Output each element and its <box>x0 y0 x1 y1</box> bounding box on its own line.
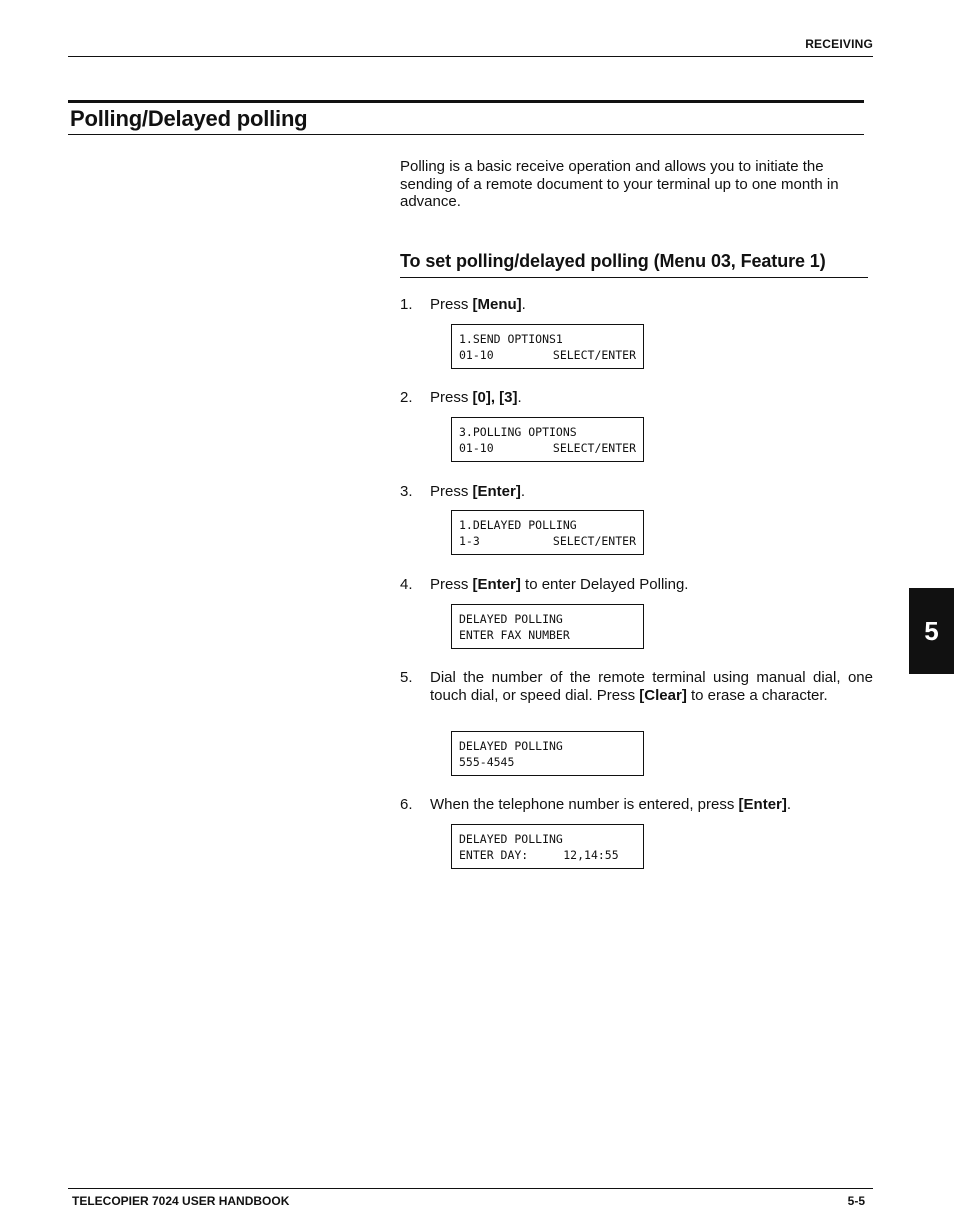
chapter-tab: 5 <box>909 588 954 674</box>
step-text-pre: Press <box>430 576 473 593</box>
lcd-display <box>451 417 644 462</box>
step-text-pre: Dial the number of the remote terminal using manual dial, one touch dial, or speed dial. Press <box>430 669 873 704</box>
step-number: 1. <box>400 296 413 313</box>
title-top-rule <box>68 100 864 103</box>
lcd-line-1: 1.SEND OPTIONS1 <box>459 332 563 346</box>
lcd-line-2-left: 1-3 <box>459 534 480 548</box>
lcd-display <box>451 824 644 869</box>
step-key: [Clear] <box>639 686 687 704</box>
step-key: [0], [3] <box>472 389 518 406</box>
step-key: [Enter] <box>738 796 787 813</box>
title-bottom-rule <box>68 134 864 135</box>
header-rule <box>68 56 873 57</box>
step-text-post: . <box>517 389 522 406</box>
step-text-pre: Press <box>430 389 473 406</box>
lcd-line-2-left: ENTER FAX NUMBER <box>459 628 570 642</box>
lcd-line-2-right: 12,14:55 <box>563 848 619 862</box>
footer-rule <box>68 1188 873 1189</box>
page-number: 5-5 <box>847 1194 865 1208</box>
lcd-line-2 <box>459 533 636 549</box>
procedure-heading-rule <box>400 277 868 278</box>
step-number: 3. <box>400 483 413 500</box>
lcd-line-2 <box>459 754 636 770</box>
lcd-line-2 <box>459 347 636 363</box>
lcd-line-2 <box>459 627 636 643</box>
lcd-line-1: DELAYED POLLING <box>459 739 563 753</box>
step-text-post: . <box>520 483 526 500</box>
step-number: 5. <box>400 669 413 686</box>
lcd-line-1: 1.DELAYED POLLING <box>459 518 577 532</box>
step-number: 4. <box>400 576 413 593</box>
step-number: 2. <box>400 389 413 406</box>
step-instruction <box>430 389 873 407</box>
step-key: [Enter] <box>472 576 521 593</box>
step-instruction <box>430 669 873 704</box>
step-instruction <box>430 576 873 594</box>
intro-paragraph: Polling is a basic receive operation and allows you to initiate the sending of a remote document to your terminal up to one month in advance. <box>400 158 839 210</box>
lcd-display <box>451 731 644 776</box>
step-text-pre: Press <box>430 296 473 313</box>
step-instruction <box>430 796 873 814</box>
lcd-line-2-right: SELECT/ENTER <box>552 348 636 362</box>
footer-title: TELECOPIER 7024 USER HANDBOOK <box>72 1194 290 1208</box>
step-text-pre: Press <box>430 483 473 500</box>
lcd-line-2-left: 01-10 <box>459 348 494 362</box>
lcd-line-2-right: SELECT/ENTER <box>552 441 636 455</box>
lcd-line-2-left: 555-4545 <box>459 755 515 769</box>
step-text-post: to erase a character. <box>686 686 828 704</box>
running-head: RECEIVING <box>805 37 873 51</box>
lcd-line-2-right: SELECT/ENTER <box>552 534 636 548</box>
procedure-heading: To set polling/delayed polling (Menu 03, Feature 1) <box>400 251 826 271</box>
step-instruction <box>430 296 873 314</box>
lcd-line-1: DELAYED POLLING <box>459 612 563 626</box>
step-text-post: . <box>786 796 792 813</box>
step-text-post: to enter Delayed Polling. <box>520 576 689 593</box>
lcd-display <box>451 324 644 369</box>
lcd-line-2-left: ENTER DAY: <box>459 848 529 862</box>
lcd-line-1: 3.POLLING OPTIONS <box>459 425 577 439</box>
lcd-line-2 <box>459 440 636 456</box>
lcd-display <box>451 604 644 649</box>
lcd-line-1: DELAYED POLLING <box>459 832 563 846</box>
step-instruction <box>430 483 873 501</box>
lcd-display <box>451 510 644 555</box>
step-key: [Menu] <box>472 296 522 313</box>
lcd-line-2 <box>459 847 636 863</box>
page-title: Polling/Delayed polling <box>70 106 308 131</box>
step-key: [Enter] <box>472 483 521 500</box>
step-number: 6. <box>400 796 413 813</box>
step-text-post: . <box>521 296 526 313</box>
step-text-pre: When the telephone number is entered, press <box>430 796 739 813</box>
lcd-line-2-left: 01-10 <box>459 441 494 455</box>
